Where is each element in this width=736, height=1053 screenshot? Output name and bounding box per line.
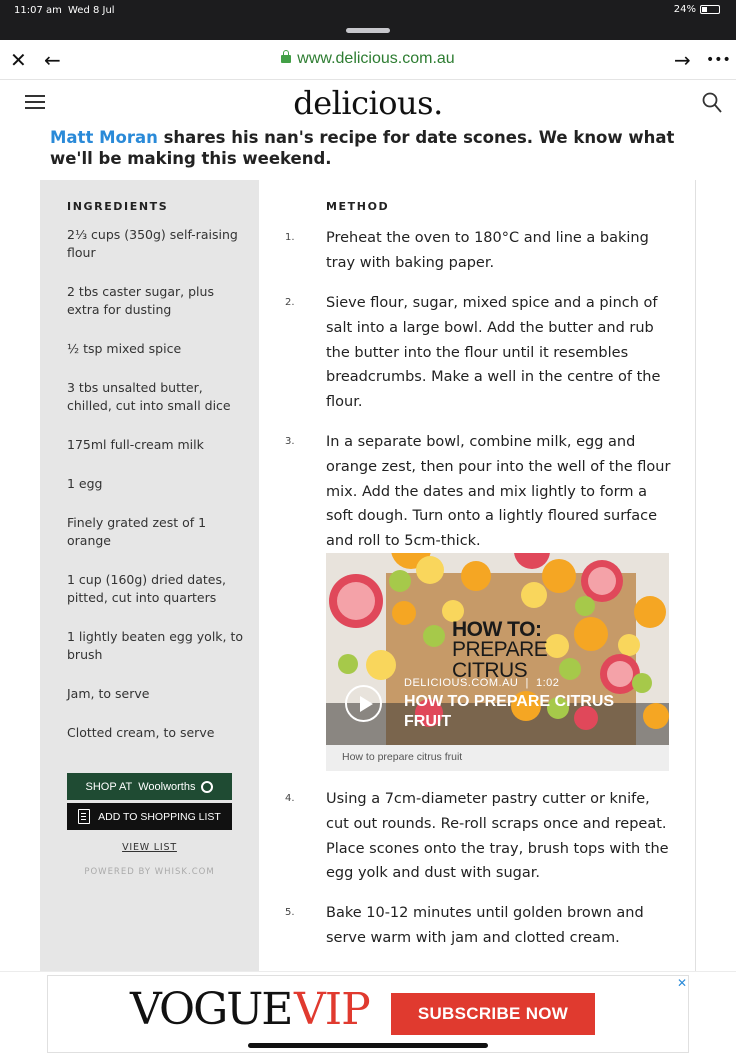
battery-icon <box>700 5 720 14</box>
step-text: Bake 10-12 minutes until golden brown and serve warm with jam and clotted cream. <box>326 905 644 946</box>
site-logo[interactable]: delicious. <box>293 84 443 122</box>
ingredient-item: Clotted cream, to serve <box>67 725 215 740</box>
author-link[interactable]: Matt Moran <box>50 128 158 147</box>
ingredient-item: Jam, to serve <box>67 686 150 701</box>
view-list-link[interactable]: VIEW LIST <box>122 842 177 853</box>
video-meta: DELICIOUS.COM.AU | 1:02 <box>404 677 560 689</box>
lock-icon <box>281 55 291 63</box>
ingredients-list <box>67 226 247 763</box>
status-right <box>674 4 720 15</box>
recipe-card <box>40 180 696 980</box>
step-number: 5. <box>285 907 295 918</box>
step-text: Using a 7cm-diameter pastry cutter or knife, cut out rounds. Re-roll scraps once and repeat. Place scones onto the tray, brush tops with the egg yolk and dust with sugar. <box>326 791 669 882</box>
step-number: 4. <box>285 793 295 804</box>
ingredients-panel <box>40 180 259 980</box>
status-bar <box>0 0 736 40</box>
step-text: In a separate bowl, combine milk, egg and orange zest, then pour into the well of the flour mix. Add the dates and mix lightly to form a soft dough. Turn onto a lightly floured surface and roll to 5cm-thick. <box>326 434 671 550</box>
ad-close-icon[interactable]: ✕ <box>676 976 687 990</box>
url-display[interactable] <box>0 50 736 68</box>
close-icon[interactable]: ✕ <box>10 48 27 72</box>
ingredient-item: 1 egg <box>67 476 103 491</box>
video-caption: How to prepare citrus fruit <box>326 745 669 771</box>
shopping-list-label: ADD TO SHOPPING LIST <box>98 810 221 823</box>
woolworths-logo-icon <box>201 781 213 793</box>
step-text: Preheat the oven to 180°C and line a baking tray with baking paper. <box>326 230 649 271</box>
article-intro <box>50 127 690 169</box>
ingredient-item: 2 tbs caster sugar, plus extra for dusting <box>67 284 214 317</box>
video-source: DELICIOUS.COM.AU <box>404 677 519 689</box>
video-title: HOW TO PREPARE CITRUS FRUIT <box>404 693 615 730</box>
ingredient-item: 2⅓ cups (350g) self-raising flour <box>67 227 238 260</box>
battery-percent: 24% <box>673 4 696 15</box>
video-player[interactable] <box>326 553 669 745</box>
method-heading: METHOD <box>326 200 390 213</box>
more-options-icon[interactable]: ••• <box>706 52 731 68</box>
ingredient-item: 1 lightly beaten egg yolk, to brush <box>67 629 244 662</box>
site-header <box>0 80 736 130</box>
ingredient-item: 3 tbs unsalted butter, chilled, cut into small dice <box>67 380 231 413</box>
play-icon[interactable] <box>345 685 382 722</box>
search-icon[interactable] <box>702 92 722 114</box>
ingredient-item: Finely grated zest of 1 orange <box>67 515 207 548</box>
vogue-vip-ad[interactable] <box>47 975 689 1053</box>
forward-arrow-icon[interactable]: → <box>674 48 691 72</box>
ad-brand-vogue: VOGUE <box>130 984 292 1035</box>
url-text: www.delicious.com.au <box>297 50 455 67</box>
ingredient-item: 1 cup (160g) dried dates, pitted, cut into quarters <box>67 572 226 605</box>
ingredient-item: ½ tsp mixed spice <box>67 341 182 356</box>
home-indicator[interactable] <box>248 1043 488 1048</box>
video-board-subtitle: PREPARE CITRUS <box>452 638 548 682</box>
powered-by-whisk: POWERED BY WHISK.COM <box>84 867 215 877</box>
intro-text: shares his nan's recipe for date scones. We know what we'll be making this weekend. <box>50 128 675 168</box>
video-duration: 1:02 <box>535 677 560 689</box>
ad-banner <box>0 971 736 1053</box>
add-to-shopping-list-button[interactable] <box>67 803 232 830</box>
sheet-grabber[interactable] <box>346 28 390 33</box>
step-number: 2. <box>285 297 295 308</box>
ingredient-item: 175ml full-cream milk <box>67 437 204 452</box>
back-arrow-icon[interactable]: ← <box>44 48 61 72</box>
status-time: 11:07 am <box>14 5 62 16</box>
status-date: Wed 8 Jul <box>68 5 115 16</box>
video-board-title: HOW TO: <box>452 618 542 641</box>
ingredients-heading: INGREDIENTS <box>67 200 169 213</box>
step-number: 3. <box>285 436 295 447</box>
shopping-list-icon <box>78 809 90 824</box>
ad-brand-vip: VIP <box>294 984 370 1035</box>
browser-url-bar <box>0 40 736 80</box>
shop-woolworths-button[interactable] <box>67 773 232 800</box>
step-text: Sieve flour, sugar, mixed spice and a pinch of salt into a large bowl. Add the butter and rub the butter into the flour until it resembles breadcrumbs. Make a well in the centre of the flour. <box>326 295 661 411</box>
woolworths-brand-label: Woolworths <box>138 780 196 793</box>
shop-at-label: SHOP AT <box>85 780 133 793</box>
step-number: 1. <box>285 232 295 243</box>
subscribe-now-button[interactable]: SUBSCRIBE NOW <box>391 993 595 1035</box>
